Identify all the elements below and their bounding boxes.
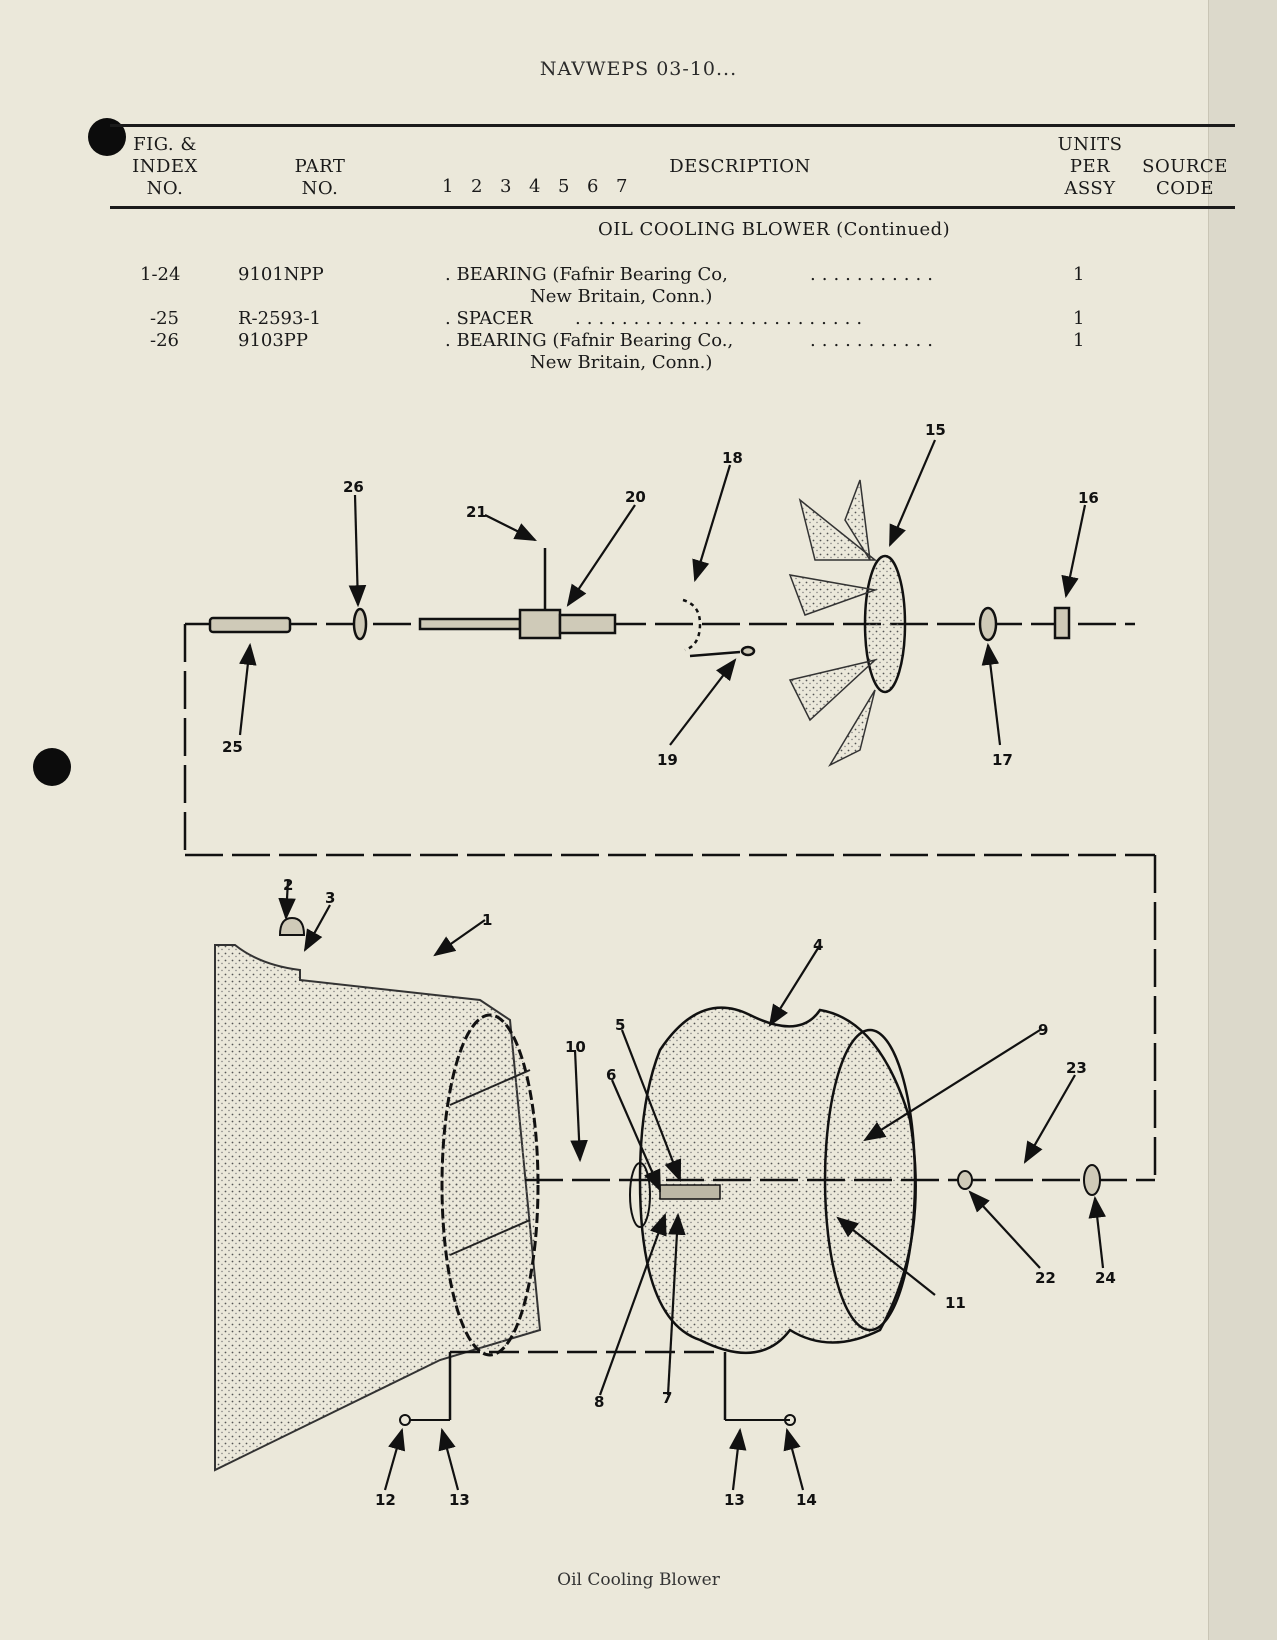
callout-12: 12 [375, 1491, 396, 1509]
row-index: 1-24 [140, 264, 181, 285]
leader-dots: ........... [810, 264, 939, 285]
callout-21: 21 [466, 503, 487, 521]
col-source-code: SOURCE CODE [1142, 156, 1228, 199]
col-description: DESCRIPTION [669, 156, 811, 177]
callout-3: 3 [325, 889, 336, 907]
callout-18: 18 [722, 449, 743, 467]
fan-wheel [790, 480, 905, 765]
callout-7: 7 [662, 1389, 673, 1407]
lower-housing-assembly [215, 918, 1155, 1470]
figure-caption: Oil Cooling Blower [557, 1570, 720, 1590]
callout-4: 4 [813, 936, 824, 954]
callout-16: 16 [1078, 489, 1099, 507]
callout-5: 5 [615, 1016, 626, 1034]
row-units: 1 [1073, 308, 1085, 329]
callout-1: 1 [482, 911, 493, 929]
callout-23: 23 [1066, 1059, 1087, 1077]
row-part: R-2593-1 [238, 308, 321, 329]
callout-17: 17 [992, 751, 1013, 769]
document-number: NAVWEPS 03-10... [539, 58, 738, 80]
leader-dots: ........... [810, 330, 939, 351]
callout-25: 25 [222, 738, 243, 756]
callout-14: 14 [796, 1491, 817, 1509]
callout-13: 13 [449, 1491, 470, 1509]
row-part: 9103PP [238, 330, 309, 351]
col-indent-levels: 1 2 3 4 5 6 7 [442, 176, 628, 197]
row-desc: . BEARING (Fafnir Bearing Co, [445, 264, 728, 285]
callout-11: 11 [945, 1294, 966, 1312]
callout-24: 24 [1095, 1269, 1116, 1287]
leader-dots: ......................... [575, 308, 869, 329]
row-units: 1 [1073, 264, 1085, 285]
section-title: OIL COOLING BLOWER (Continued) [598, 219, 951, 240]
row-units: 1 [1073, 330, 1085, 351]
callout-20: 20 [625, 488, 646, 506]
callout-15: 15 [925, 421, 946, 439]
row-desc-continued: New Britain, Conn.) [530, 352, 713, 373]
col-units-per-assy: UNITS PER ASSY [1057, 134, 1123, 199]
callout-10: 10 [565, 1038, 586, 1056]
col-fig-index: FIG. & INDEX NO. [132, 134, 198, 199]
callout-8: 8 [594, 1393, 605, 1411]
row-index: -26 [150, 330, 179, 351]
callout-9: 9 [1038, 1021, 1049, 1039]
row-desc-continued: New Britain, Conn.) [530, 286, 713, 307]
callout-6: 6 [606, 1066, 617, 1084]
row-part: 9101NPP [238, 264, 324, 285]
callout-26: 26 [343, 478, 364, 496]
callout-19: 19 [657, 751, 678, 769]
callout-22: 22 [1035, 1269, 1056, 1287]
callout-13: 13 [724, 1491, 745, 1509]
row-index: -25 [150, 308, 179, 329]
row-desc: . SPACER [445, 308, 533, 329]
col-part-no: PART NO. [294, 156, 346, 199]
callout-2: 2 [283, 876, 294, 894]
row-desc: . BEARING (Fafnir Bearing Co., [445, 330, 734, 351]
